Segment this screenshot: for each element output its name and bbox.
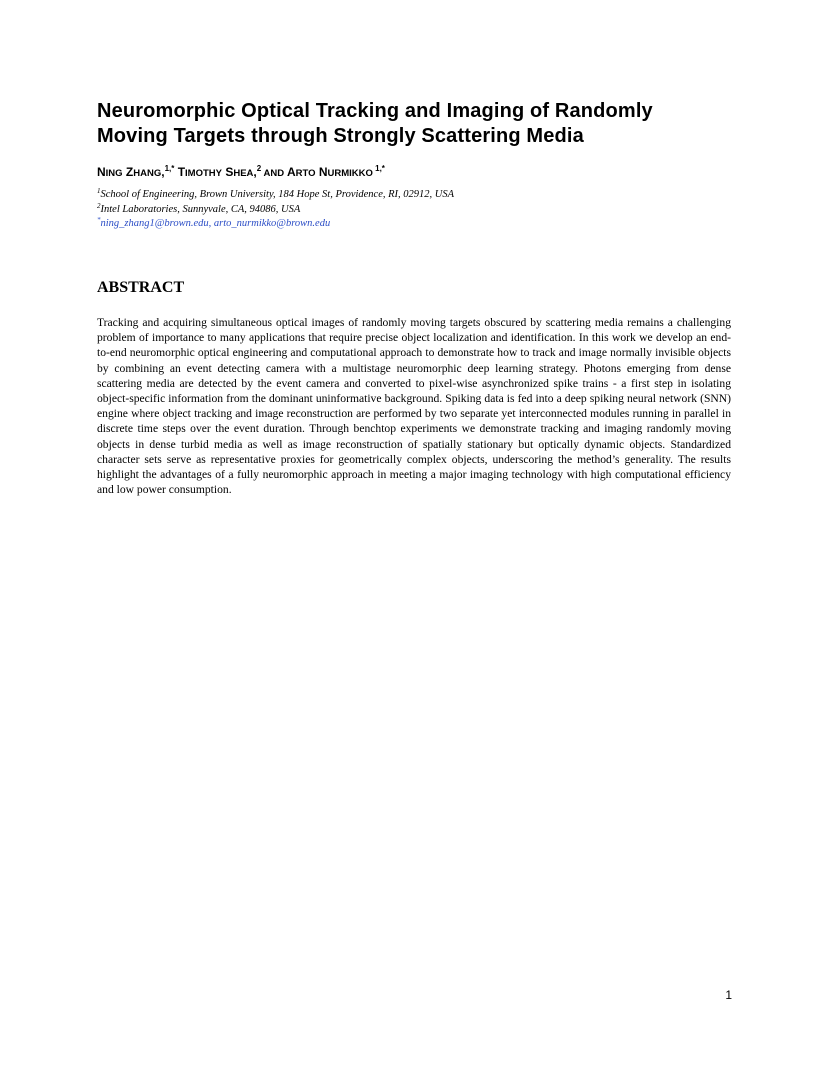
affiliation-1 (97, 188, 454, 203)
author-2-last-rest: HEA (233, 168, 254, 179)
affiliation-2-marker: 2 (97, 201, 101, 210)
author-3-first-rest: RTO (295, 168, 316, 179)
author-separator: , (161, 165, 165, 179)
abstract-heading: ABSTRACT (97, 279, 185, 296)
author-1-last-initial: Z (122, 165, 134, 179)
author-1-first-rest: ING (105, 168, 123, 179)
author-3-last-rest: URMIKKO (327, 168, 373, 179)
paper-title-line-1: Neuromorphic Optical Tracking and Imaging of Randomly (97, 100, 653, 122)
author-2-first-initial: T (174, 165, 186, 179)
author-2-first-rest: IMOTHY (185, 168, 222, 179)
author-3-first-initial: A (284, 165, 296, 179)
affiliations (97, 188, 454, 232)
author-1-first-initial: N (97, 165, 106, 179)
author-1-last-rest: HANG (133, 168, 162, 179)
corresponding-emails[interactable] (97, 217, 454, 232)
author-separator: , (253, 165, 257, 179)
author-2-affiliation-marker: 2 (256, 164, 262, 173)
author-2 (174, 165, 261, 179)
affiliation-2-text: Intel Laboratories, Sunnyvale, CA, 94086, USA (100, 203, 301, 215)
corresponding-marker: * (97, 216, 101, 224)
author-1-affiliation-marker: 1,* (164, 164, 175, 173)
paper-title (97, 99, 757, 149)
abstract-text: Tracking and acquiring simultaneous optical images of randomly moving targets obscured by scattering media remains a challenging problem of importance to many applications that require precise object localization and identification. In this work we develop an end-to-end neuromorphic optical engineering and computational approach to demonstrate how to track and image normally invisible objects by combining an event detecting camera with a multistage neuromorphic deep learning strategy. Photons emerging from dense scattering media are detected by the event camera and converted to pixel-wise asynchronized spike trains - a first step in isolating object-specific information from the dominant uninformative background. Spiking data is fed into a deep spiking neural network (SNN) engine where object tracking and image reconstruction are performed by two separate yet interconnected modules running in parallel in discrete time steps over the event duration. Through benchtop experiments we demonstrate tracking and imaging randomly moving objects in dense turbid media as well as image reconstruction of spatially stationary but optically dynamic objects. Standardized character sets serve as representative proxies for geometrically complex objects, underscoring the method’s generality. The results highlight the advantages of a fully neuromorphic approach in meeting a major imaging technology with high computational efficiency and low power consumption. (97, 316, 731, 497)
author-list (97, 164, 385, 182)
affiliation-1-marker: 1 (97, 187, 101, 195)
affiliation-1-text: School of Engineering, Brown University, 184 Hope St, Providence, RI, 02912, USA (100, 189, 455, 200)
author-3-affiliation-marker: 1,* (372, 164, 385, 173)
page-number: 1 (725, 988, 732, 1002)
author-2-last-initial: S (221, 165, 234, 179)
affiliation-2 (97, 203, 454, 218)
email-links[interactable]: ning_zhang1@brown.edu, arto_nurmikko@brown.edu (100, 218, 331, 229)
author-3-last-initial: N (315, 165, 328, 179)
paper-title-line-2: Moving Targets through Strongly Scattering Media (97, 125, 584, 147)
author-conjunction: AND (261, 168, 285, 179)
author-1 (97, 165, 174, 179)
author-3 (284, 165, 385, 179)
